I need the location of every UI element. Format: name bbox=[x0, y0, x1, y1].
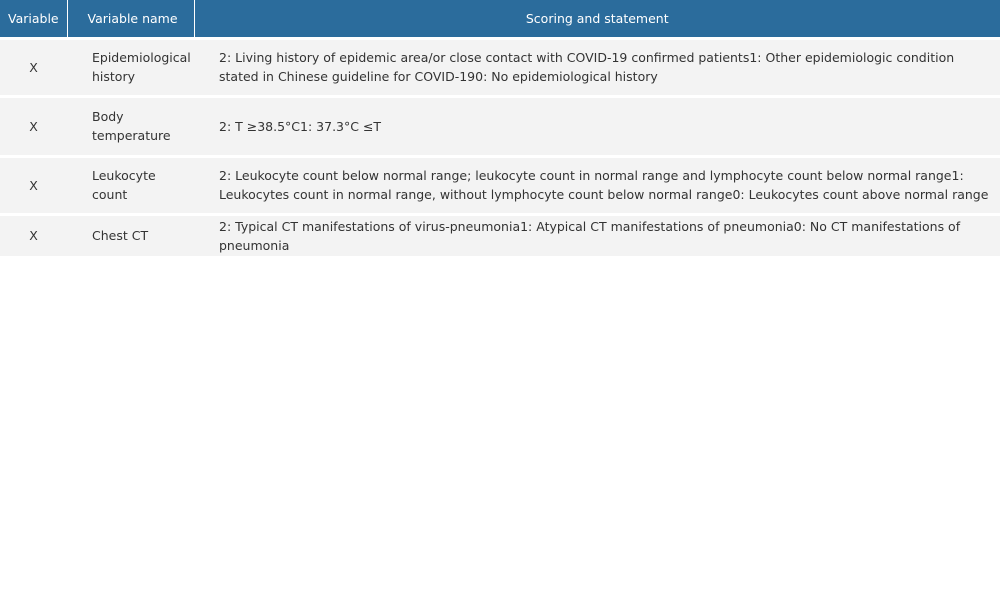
header-variable-name: Variable name bbox=[67, 0, 194, 38]
table-row bbox=[0, 38, 1000, 96]
row-scoring: 2: Leukocyte count below normal range; leukocyte count in normal range and lymphocyte count below normal range1: Leukocytes count in normal range, without lymphocyte count below normal range0: Leukocytes count above normal range bbox=[194, 156, 1000, 214]
header-row bbox=[0, 0, 1000, 38]
row-variable: X bbox=[0, 38, 67, 96]
scoring-table bbox=[0, 0, 1000, 256]
row-scoring: 2: Living history of epidemic area/or close contact with COVID-19 confirmed patients1: Other epidemiologic condition stated in Chinese guideline for COVID-190: No epidemiological history bbox=[194, 38, 1000, 96]
table-header bbox=[0, 0, 1000, 38]
row-variable-name: Body temperature bbox=[67, 96, 194, 156]
row-variable: X bbox=[0, 156, 67, 214]
row-variable-name: Epidemiological history bbox=[67, 38, 194, 96]
table-body bbox=[0, 38, 1000, 256]
header-variable: Variable bbox=[0, 0, 67, 38]
table-row bbox=[0, 96, 1000, 156]
row-variable-name: Chest CT bbox=[67, 214, 194, 256]
header-scoring-statement: Scoring and statement bbox=[194, 0, 1000, 38]
table-row bbox=[0, 214, 1000, 256]
row-scoring: 2: T ≥38.5°C1: 37.3°C ≤T bbox=[194, 96, 1000, 156]
table-row bbox=[0, 156, 1000, 214]
row-variable: X bbox=[0, 214, 67, 256]
row-variable: X bbox=[0, 96, 67, 156]
row-scoring: 2: Typical CT manifestations of virus-pneumonia1: Atypical CT manifestations of pneumonia0: No CT manifestations of pneumonia bbox=[194, 214, 1000, 256]
row-variable-name: Leukocyte count bbox=[67, 156, 194, 214]
